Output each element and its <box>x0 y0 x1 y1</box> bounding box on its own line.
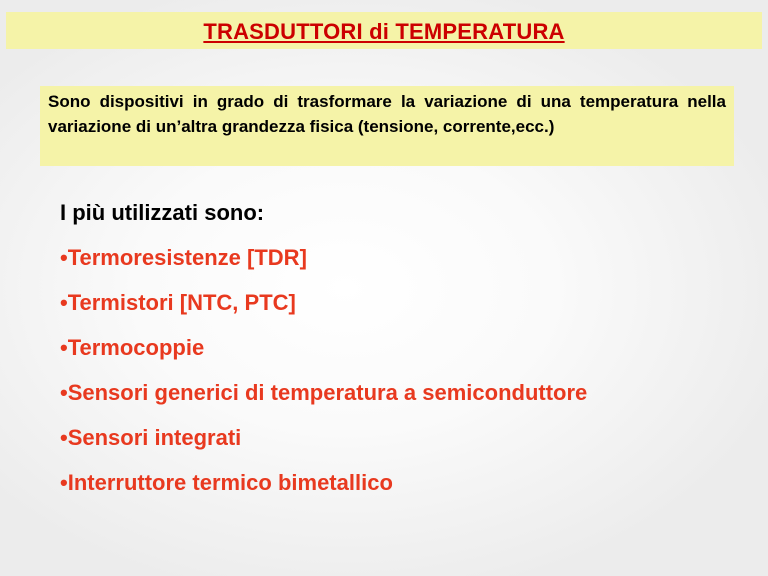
list-item-interruttore-bimetallico: •Interruttore termico bimetallico <box>60 470 393 495</box>
intro-text: Sono dispositivi in grado di trasformare la variazione di una temperatura nella variazione di un’altra grandezza fisica (tensione, corrente,ecc.) <box>48 92 726 136</box>
list-heading: I più utilizzati sono: <box>60 200 265 225</box>
sensor-list <box>60 245 587 515</box>
list-item-termocoppie: •Termocoppie <box>60 335 205 360</box>
slide-title: TRASDUTTORI di TEMPERATURA <box>203 19 565 44</box>
list-item-termoresistenze: •Termoresistenze [TDR] <box>60 245 307 270</box>
list-item-termistori: •Termistori [NTC, PTC] <box>60 290 296 315</box>
title-bar <box>6 12 762 49</box>
list-item-sensori-integrati: •Sensori integrati <box>60 425 242 450</box>
list-item-sensori-semiconduttore: •Sensori generici di temperatura a semiconduttore <box>60 380 588 405</box>
intro-box <box>40 86 734 166</box>
